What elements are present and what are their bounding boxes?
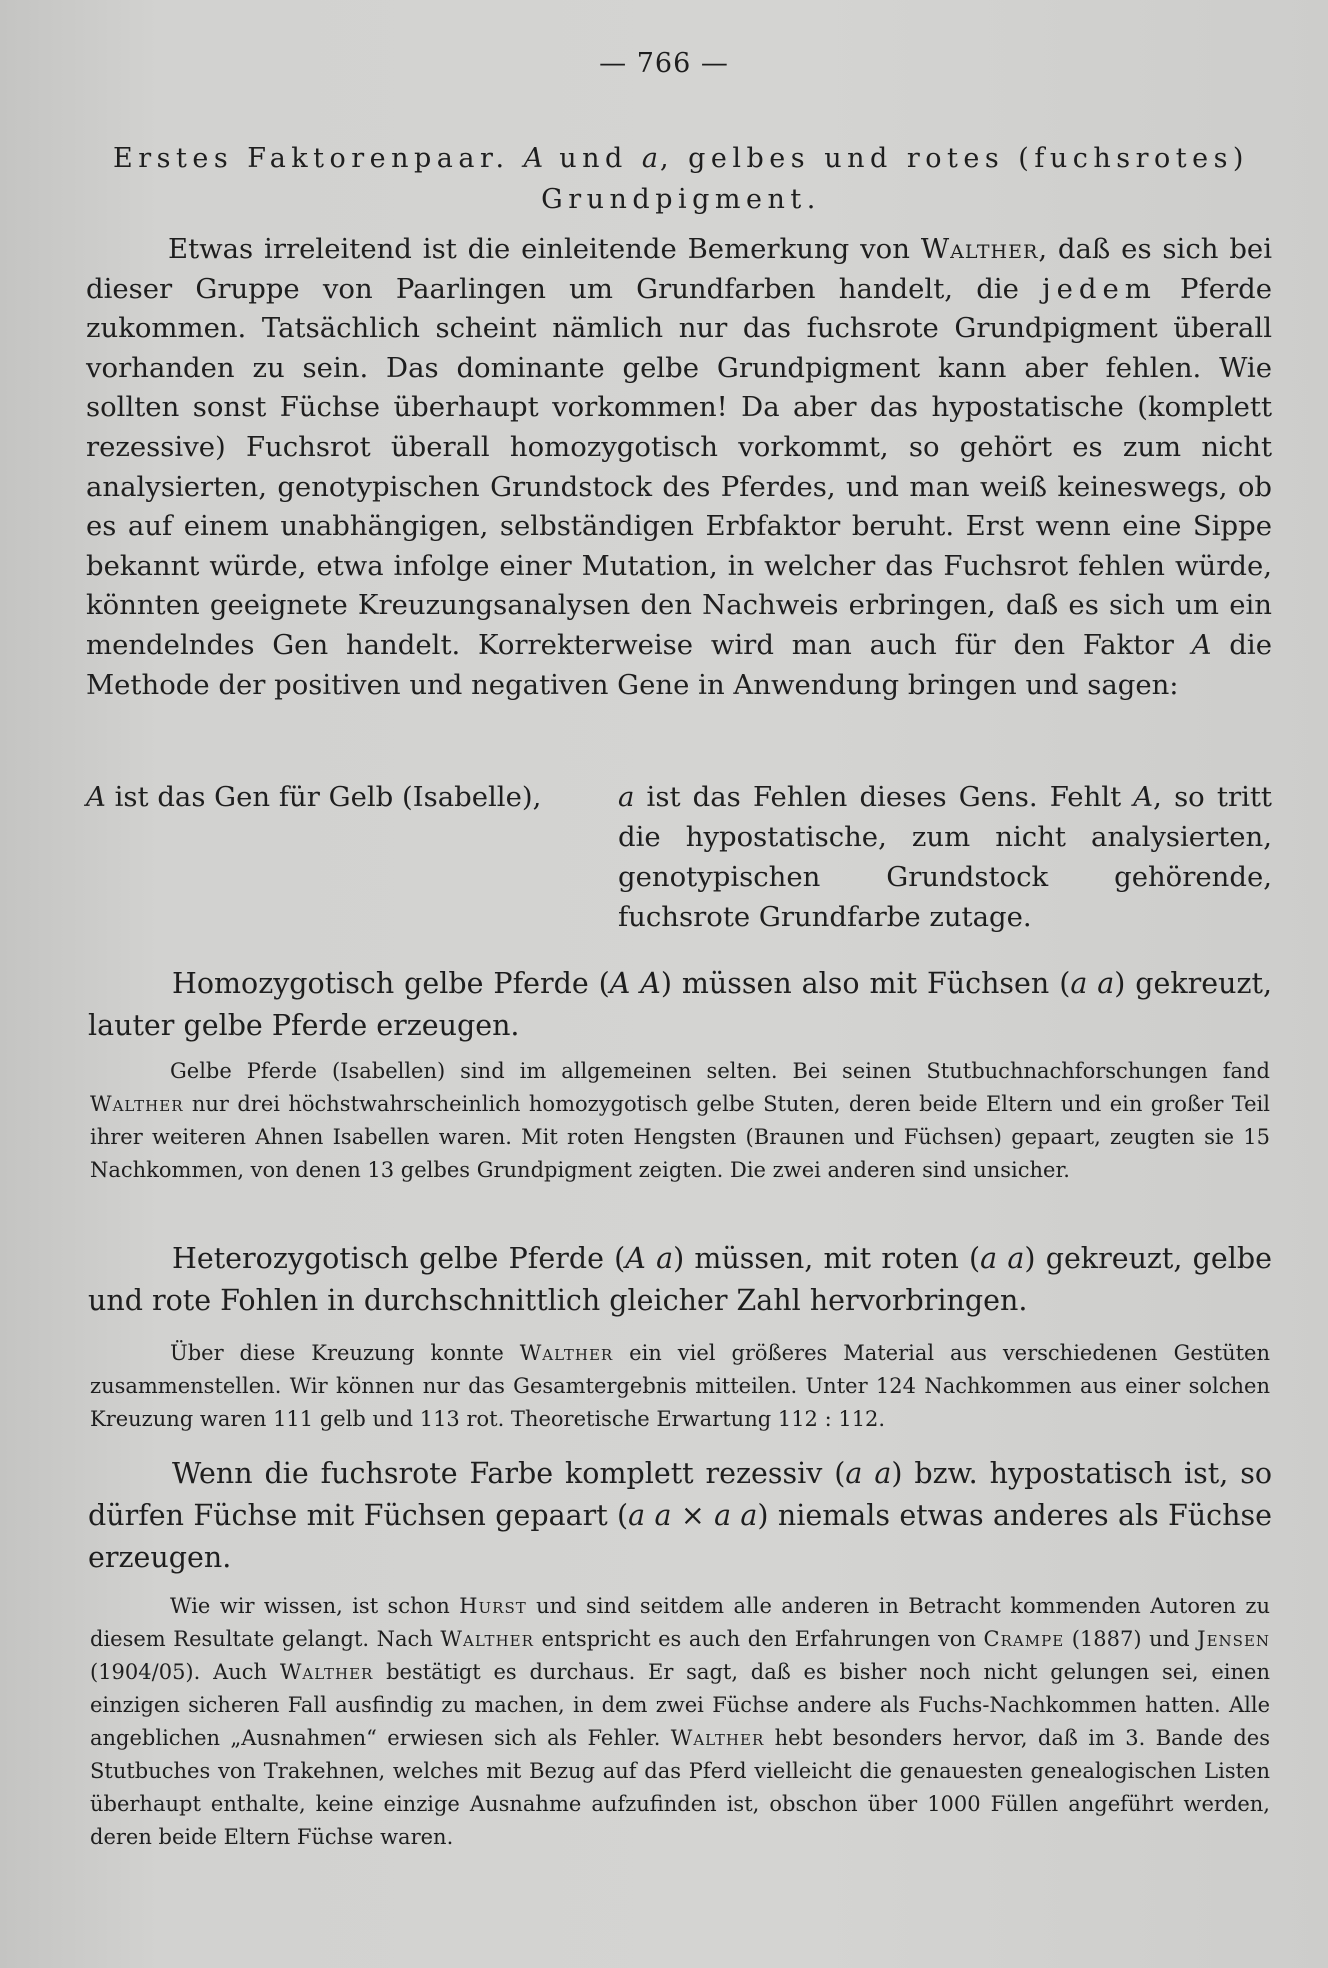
note-text: bestätigt es durchaus. Er sagt, daß es bisher noch nicht gelungen sei, einen einzigen sicheren Fall ausfindig zu machen, in dem zwei Füchse andere als Fuchs-Nachkommen hatten. Alle angeblichen „Ausnahmen“ erwiesen sich als Fehler. [90,1660,1270,1750]
rule-heterozygous [88,1238,1272,1322]
author-name: Walther [440,1627,534,1651]
intro-text-3: Pferde zukommen. Tatsächlich scheint nämlich nur das fuchsrote Grundpigment überall vorhanden zu sein. Das dominante gelbe Grundpigment kann aber fehlen. Wie sollten sonst Füchse überhaupt vorkommen! Da aber das hypostatische (komplett rezessive) Fuchsrot überall homozygotisch vorkommt, so gehört es zum nicht analysierten, genotypischen Grundstock des Pferdes, und man weiß keineswegs, ob es auf einem unabhängigen, selbständigen Erbfaktor beruht. Erst wenn eine Sippe bekannt würde, etwa infolge einer Mutation, in welcher das Fuchsrot fehlen würde, könnten geeignete Kreuzungsanalysen den Nachweis erbringen, daß es sich um ein mendelndes Gen handelt. Korrekterweise wird man auch für den Faktor [86,272,1272,661]
rule-text: Homozygotisch gelbe Pferde ( [172,967,610,1000]
genotype: a a [1070,967,1115,1000]
note-text: (1904/05). Auch [90,1660,280,1684]
author-name: Hurst [459,1594,527,1618]
rule-text: ) gekreuzt, gelbe und rote Fohlen in durchschnittlich gleicher Zahl hervorbringen. [88,1242,1273,1317]
note-recessive [90,1590,1270,1854]
rule-text: ) gekreuzt, lauter gelbe Pferde erzeugen. [88,967,1273,1042]
gene-symbol: A [1133,781,1154,813]
gene-symbol: A [1191,628,1212,661]
heading-gene-A: A [523,143,546,174]
heading-part1: Erstes Faktorenpaar. [113,143,524,174]
definition-right [618,777,1272,937]
rule-text: ) niemals etwas anderes als Füchse erzeugen. [88,1499,1272,1574]
note-homozygous [90,1055,1270,1187]
rule-homozygous [88,963,1272,1047]
gene-symbol: a [618,781,635,813]
note-text: hebt besonders hervor, daß im 3. Bande des Stutbuches von Trakehnen, welches mit Bezug auf das Pferd vielleicht die genauesten genealogischen Listen überhaupt enthalte, keine einzige Ausnahme aufzufinden ist, obschon über 1000 Füllen angeführt werden, deren beide Eltern Füchse waren. [90,1726,1271,1849]
author-name: Jensen [1197,1627,1271,1651]
note-text: nur drei höchstwahrscheinlich homozygotisch gelbe Stuten, deren beide Eltern und ein großer Teil ihrer weiteren Ahnen Isabellen waren. Mit roten Hengsten (Braunen und Füchsen) gepaart, zeugten sie 15 Nachkommen, von denen 13 gelbes Grundpigment zeigten. Die zwei anderen sind unsicher. [90,1092,1270,1182]
definition-left [86,777,606,817]
author-name: Walther [519,1341,614,1365]
section-heading [86,138,1276,220]
gene-symbol: A [86,781,106,813]
definition-right-text-2: , so tritt die hypostatische, zum nicht analysierten, genotypischen Grundstock gehörende, fuchsrote Grundfarbe zutage. [618,781,1272,933]
genotype: A a [625,1242,674,1275]
note-heterozygous [90,1337,1270,1436]
author-name: Walther [920,233,1039,265]
author-name: Crampe [983,1627,1065,1651]
rule-text: Wenn die fuchsrote Farbe komplett rezessiv ( [172,1457,846,1490]
author-name: Walther [279,1660,374,1684]
note-text: entspricht es auch den Erfahrungen von [533,1627,984,1651]
page-number: — 766 — [599,48,729,79]
intro-text-2: , daß es sich bei dieser Gruppe von Paarlingen um Grundfarben handelt, die [86,233,1272,305]
heading-part3: , gelbes und rotes (fuchsrotes) Grundpigment. [541,143,1249,215]
note-text: (1887) und [1064,1627,1198,1651]
genotype: a a [980,1242,1025,1275]
definition-right-text-1: ist das Fehlen dieses Gens. Fehlt [634,781,1134,813]
note-text: Gelbe Pferde (Isabellen) sind im allgemeinen selten. Bei seinen Stutbuchnachforschungen fand [170,1059,1270,1083]
rule-text: ) bzw. hypostatisch ist, so dürfen Füchse mit Füchsen gepaart ( [88,1457,1272,1532]
note-text: und sind seitdem alle anderen in Betracht kommenden Autoren zu diesem Resultate gelangt. Nach [90,1594,1270,1651]
genotype: a a × a a [628,1499,758,1532]
rule-recessive [88,1453,1272,1579]
note-text: ein viel größeres Material aus verschiedenen Gestüten zusammenstellen. Wir können nur das Gesamtergebnis mitteilen. Unter 124 Nachkommen aus einer solchen Kreuzung waren 111 gelb und 113 rot. Theoretische Erwartung 112 : 112. [90,1341,1270,1431]
rule-text: Heterozygotisch gelbe Pferde ( [172,1242,626,1275]
emphasis-word: jedem [1042,272,1157,305]
definition-left-text: ist das Gen für Gelb (Isabelle), [105,781,542,813]
rule-text: ) müssen also mit Füchsen ( [660,967,1071,1000]
genotype: A A [609,967,661,1000]
rule-text: ) müssen, mit roten ( [673,1242,981,1275]
note-text: Über diese Kreuzung konnte [170,1341,520,1365]
intro-paragraph [86,230,1272,705]
intro-text-4: die Methode der positiven und negativen Gene in Anwendung bringen und sagen: [86,628,1272,701]
heading-gene-a: a [641,143,660,174]
genotype: a a [845,1457,892,1490]
intro-text-1: Etwas irreleitend ist die einleitende Bemerkung von [168,233,921,265]
heading-part2: und [545,143,642,174]
note-text: Wie wir wissen, ist schon [170,1594,460,1618]
author-name: Walther [90,1092,184,1116]
author-name: Walther [670,1726,765,1750]
